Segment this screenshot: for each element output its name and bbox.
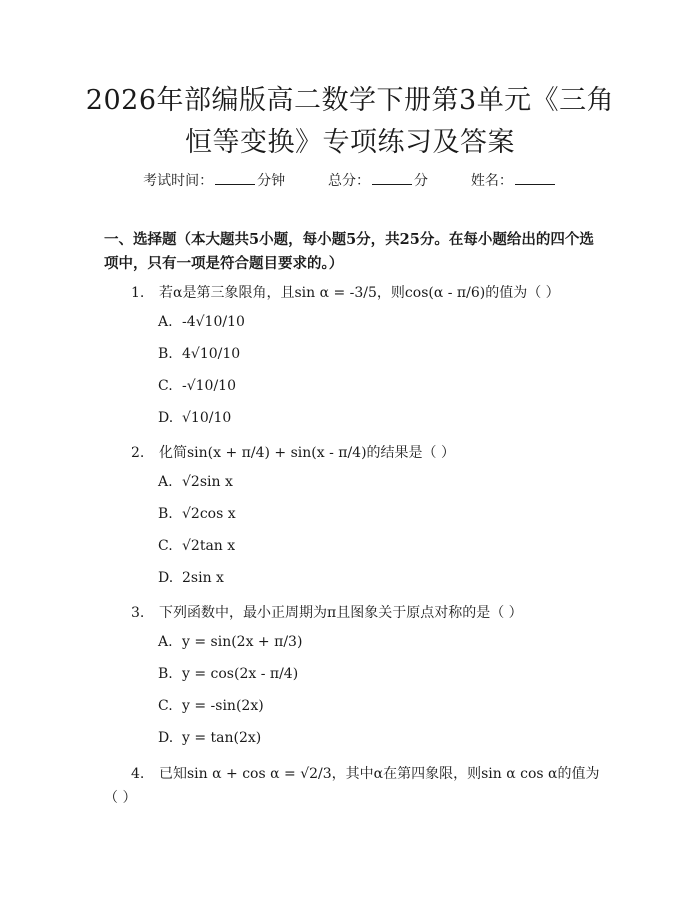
question-text: 已知sin α + cos α = √2/3，其中α在第四象限，则sin α cos α的值为（ ）	[104, 766, 600, 806]
time-label: 考试时间：	[143, 173, 214, 189]
question-3-option-b: B. y = cos(2x - π/4)	[158, 666, 299, 682]
question-text: 化简sin(x + π/4) + sin(x - π/4)的结果是（ ）	[159, 445, 455, 461]
question-3	[131, 602, 523, 622]
question-2-option-b: B. √2cos x	[158, 506, 236, 522]
question-3-option-d: D. y = tan(2x)	[158, 730, 262, 746]
exam-meta	[0, 170, 700, 190]
question-text: 若α是第三象限角，且sin α = -3/5，则cos(α - π/6)的值为（ ）	[159, 285, 560, 301]
question-3-option-c: C. y = -sin(2x)	[158, 698, 264, 714]
question-number: 2.	[131, 445, 145, 461]
question-1-option-b: B. 4√10/10	[158, 346, 241, 362]
question-number: 3.	[131, 605, 145, 621]
section-heading: 一、选择题（本大题共5小题，每小题5分，共25分。在每小题给出的四个选项中，只有一项是符合题目要求的。）	[104, 231, 594, 272]
title-line-2: 恒等变换》专项练习及答案	[185, 127, 515, 158]
score-label: 总分：	[328, 173, 370, 189]
score-blank	[372, 183, 412, 185]
question-2-option-c: C. √2tan x	[158, 538, 236, 554]
question-2	[131, 442, 455, 462]
question-text: 下列函数中，最小正周期为π且图象关于原点对称的是（ ）	[159, 605, 523, 621]
question-3-option-a: A. y = sin(2x + π/3)	[158, 634, 303, 650]
name-blank	[515, 183, 555, 185]
time-unit: 分钟	[257, 173, 286, 189]
question-4	[104, 762, 604, 810]
question-number: 1.	[131, 285, 145, 301]
score-unit: 分	[414, 173, 428, 189]
question-2-option-d: D. 2sin x	[158, 570, 224, 586]
title-line-1: 2026年部编版高二数学下册第3单元《三角	[85, 85, 615, 116]
question-2-option-a: A. √2sin x	[158, 474, 233, 490]
page-title	[60, 80, 640, 164]
question-number: 4.	[131, 766, 145, 782]
name-label: 姓名：	[470, 173, 513, 189]
question-1-option-c: C. -√10/10	[158, 378, 236, 394]
question-1-option-a: A. -4√10/10	[158, 314, 245, 330]
question-1-option-d: D. √10/10	[158, 410, 232, 426]
question-1	[131, 282, 560, 302]
time-blank	[215, 183, 255, 185]
